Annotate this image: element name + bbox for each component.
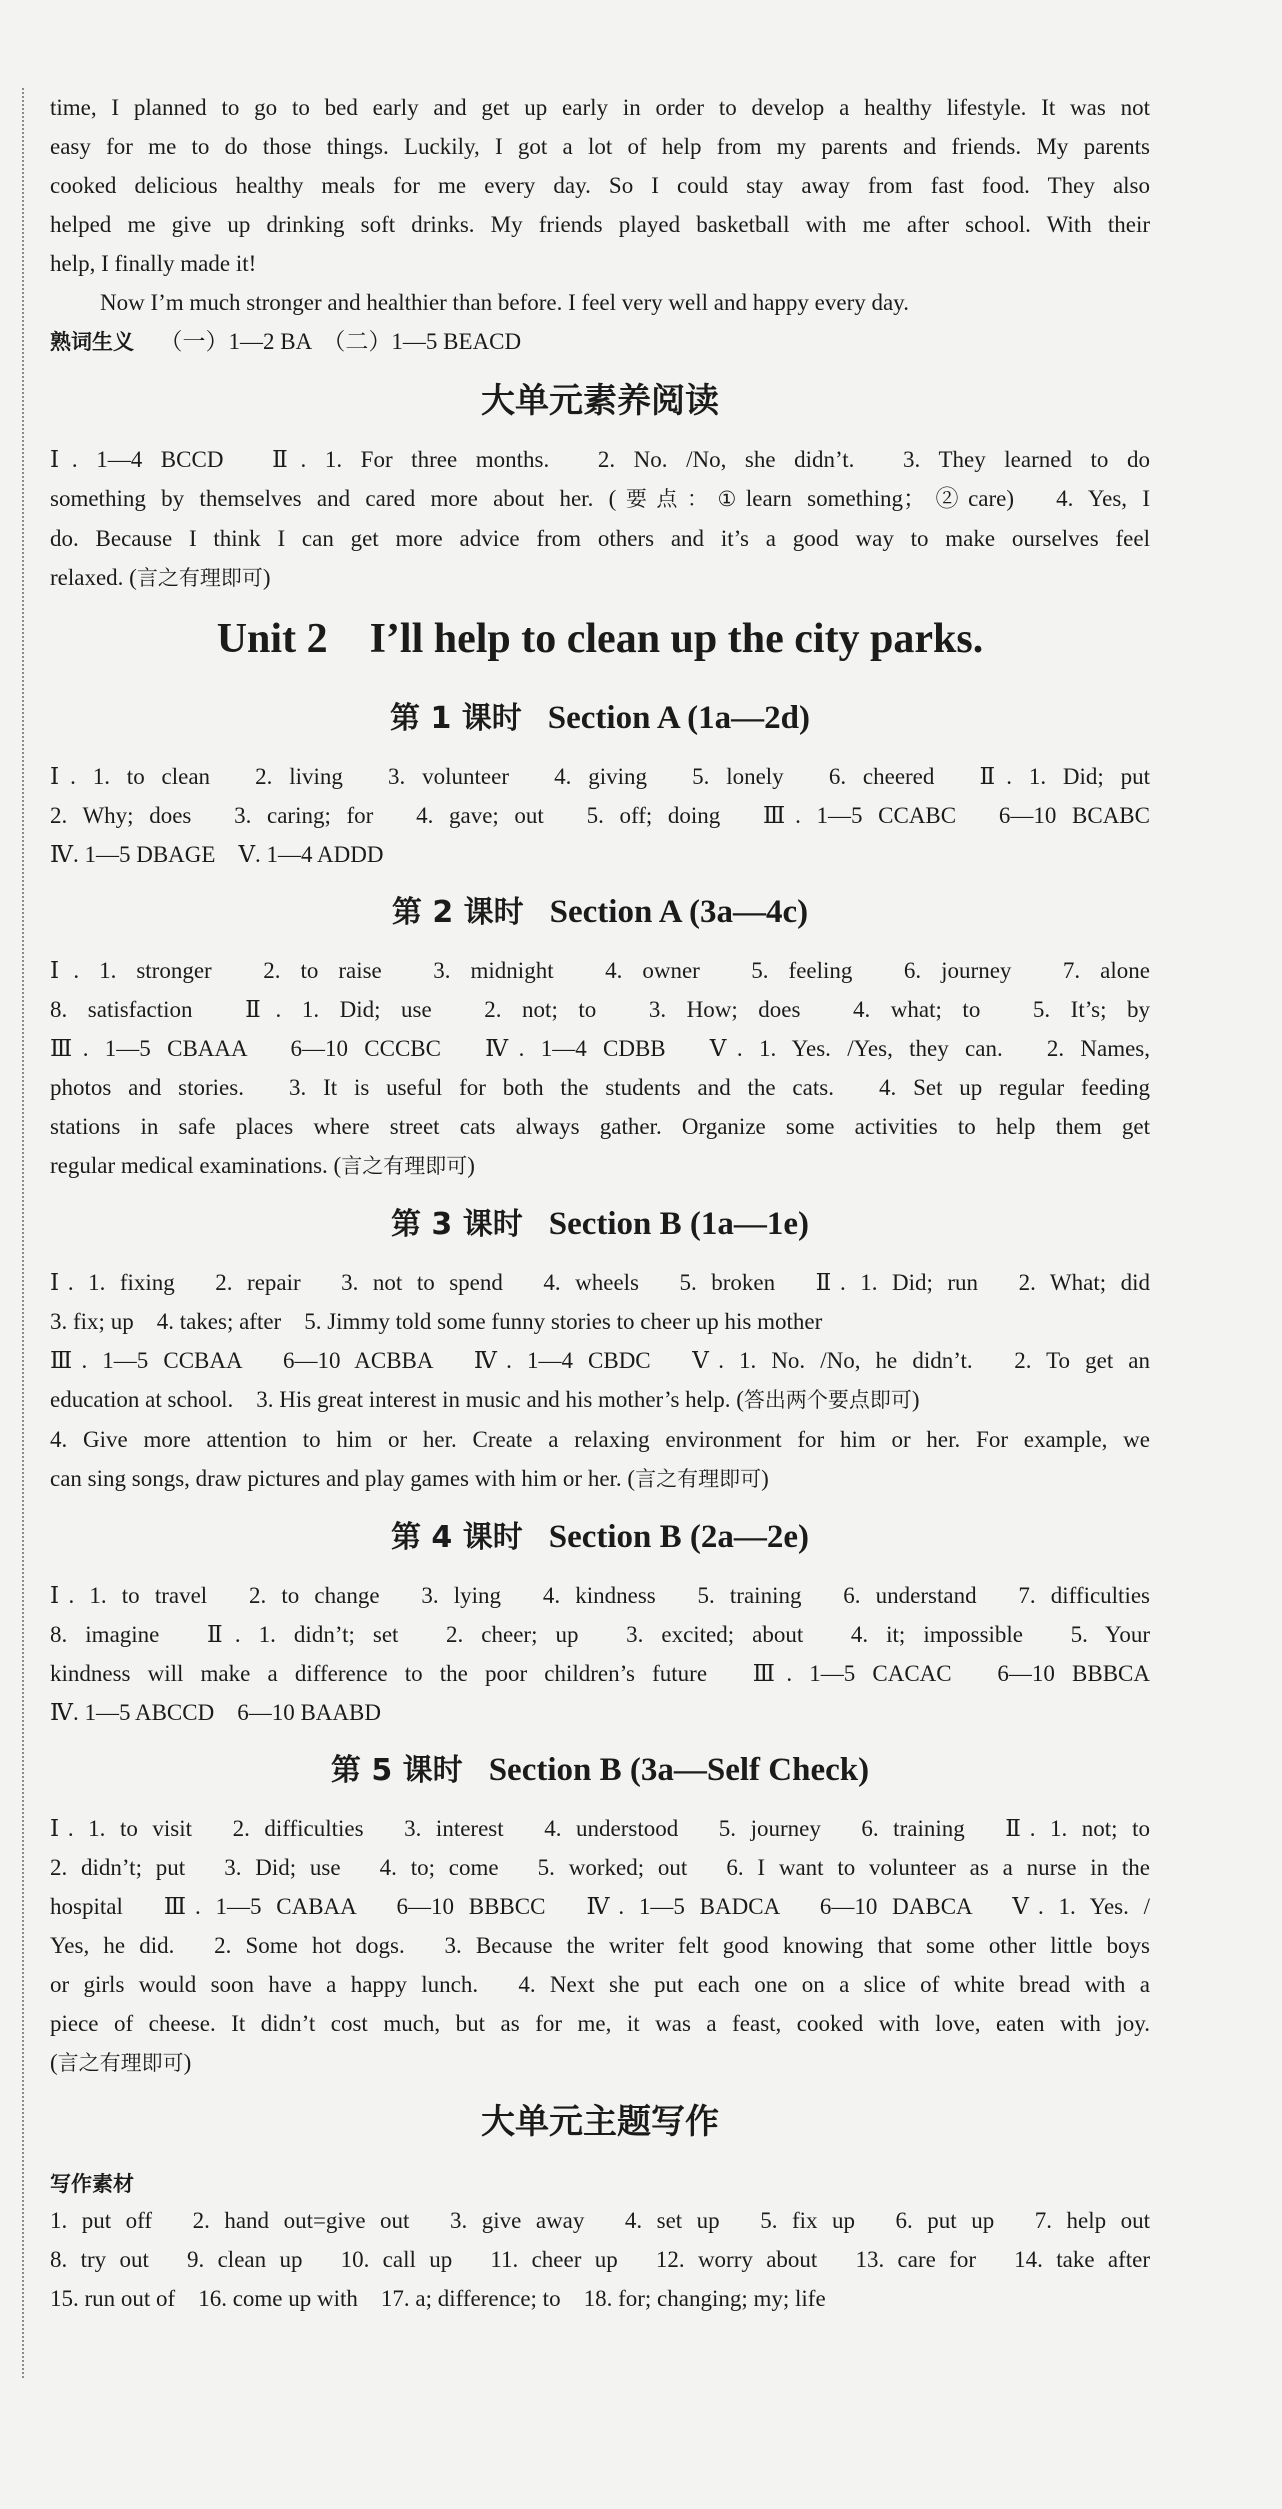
answer-line: 8. satisfaction Ⅱ. 1. Did; use 2. not; to 3. How; does 4. what; to 5. It’s; by [50,997,1150,1022]
answer-line: hospital Ⅲ. 1—5 CABAA 6—10 BBBCC Ⅳ. 1—5 BADCA 6—10 DABCA Ⅴ. 1. Yes. / [50,1894,1150,1919]
answer-line: Ⅲ. 1—5 CCBAA 6—10 ACBBA Ⅳ. 1—4 CBDC Ⅴ. 1. No. /No, he didn’t. 2. To get an [50,1348,1150,1373]
reading-answers [50,440,1150,598]
answer-line: Yes, he did. 2. Some hot dogs. 3. Because the writer felt good knowing that some other little boys [50,1933,1150,1958]
answer-line: or girls would soon have a happy lunch. 4. Next she put each one on a slice of white bread with a [50,1972,1150,1997]
binding-margin-line [22,88,24,2378]
lesson-heading: 第 3 课时 Section B (1a—1e) [390,1206,810,1242]
answer-line: Ⅳ. 1—5 ABCCD 6—10 BAABD [50,1700,381,1725]
answer-line: Ⅰ. 1—4 BCCD Ⅱ. 1. For three months. 2. No. /No, she didn’t. 3. They learned to do [50,447,1150,472]
answer-line: 2. didn’t; put 3. Did; use 4. to; come 5. worked; out 6. I want to volunteer as a nurse in the [50,1855,1150,1880]
answer-line: something by themselves and cared more about her. (要点：①learn something；②care) 4. Yes, I [50,486,1151,511]
lesson-heading: 第 2 课时 Section A (3a—4c) [391,894,809,930]
passage-line: time, I planned to go to bed early and get up early in order to develop a healthy lifestyle. It was not [50,95,1150,120]
answer-line: Ⅰ. 1. stronger 2. to raise 3. midnight 4. owner 5. feeling 6. journey 7. alone [50,958,1150,983]
passage-line: Now I’m much stronger and healthier than before. I feel very well and happy every day. [100,290,909,315]
answer-line: 4. Give more attention to him or her. Create a relaxing environment for him or her. For example, we [50,1427,1150,1452]
answer-line: 8. imagine Ⅱ. 1. didn’t; set 2. cheer; up 3. excited; about 4. it; impossible 5. Your [50,1622,1150,1647]
answer-line: regular medical examinations. (言之有理即可) [50,1153,475,1178]
writing-answers [50,2201,1150,2318]
passage-line: help, I finally made it! [50,251,257,276]
lesson-3-answers [50,1263,1150,1499]
unit-title: Unit 2 I’ll help to clean up the city parks. [216,616,984,662]
answer-line: do. Because I think I can get more advice from others and it’s a good way to make ourselves feel [50,526,1150,551]
answer-line: 15. run out of 16. come up with 17. a; difference; to 18. for; changing; my; life [50,2286,826,2311]
answer-page [50,88,1150,2318]
answer-line: 2. Why; does 3. caring; for 4. gave; out 5. off; doing Ⅲ. 1—5 CCABC 6—10 BCABC [50,803,1150,828]
answer-line: photos and stories. 3. It is useful for both the students and the cats. 4. Set up regular feeding [50,1075,1150,1100]
answer-line: education at school. 3. His great interest in music and his mother’s help. (答出两个要点即可) [50,1387,920,1412]
answer-line: piece of cheese. It didn’t cost much, but as for me, it was a feast, cooked with love, eaten with joy. [50,2011,1150,2036]
answer-line: kindness will make a difference to the poor children’s future Ⅲ. 1—5 CACAC 6—10 BBBCA [50,1661,1150,1686]
lesson-2-answers [50,951,1150,1186]
lesson-heading: 第 4 课时 Section B (2a—2e) [390,1519,810,1555]
answer-line: 1. put off 2. hand out=give out 3. give away 4. set up 5. fix up 6. put up 7. help out [50,2208,1150,2233]
shuci-row [50,322,1150,362]
answer-line: 3. fix; up 4. takes; after 5. Jimmy told some funny stories to cheer up his mother [50,1309,823,1334]
answer-line: Ⅰ. 1. to clean 2. living 3. volunteer 4. giving 5. lonely 6. cheered Ⅱ. 1. Did; put [50,764,1150,789]
answer-line: (言之有理即可) [50,2050,192,2075]
answer-line: Ⅰ. 1. fixing 2. repair 3. not to spend 4. wheels 5. broken Ⅱ. 1. Did; run 2. What; did [50,1270,1150,1295]
lesson-heading: 第 1 课时 Section A (1a—2d) [390,700,810,736]
shuci-label: 熟词生义 [50,330,134,354]
answer-line: stations in safe places where street cats always gather. Organize some activities to help them get [50,1114,1150,1139]
answer-line: relaxed. (言之有理即可) [50,565,271,590]
shuci-answer: （一）1—2 BA （二）1—5 BEACD [159,329,522,354]
lesson-1-answers [50,757,1150,874]
answer-line: Ⅰ. 1. to visit 2. difficulties 3. interest 4. understood 5. journey 6. training Ⅱ. 1. not; to [50,1816,1150,1841]
passage-line: easy for me to do those things. Luckily, I got a lot of help from my parents and friends. My parents [50,134,1150,159]
answer-line: can sing songs, draw pictures and play games with him or her. (言之有理即可) [50,1466,769,1491]
lesson-5-answers [50,1809,1150,2083]
answer-line: Ⅰ. 1. to travel 2. to change 3. lying 4. kindness 5. training 6. understand 7. difficulties [50,1583,1150,1608]
answer-line: Ⅲ. 1—5 CBAAA 6—10 CCCBC Ⅳ. 1—4 CDBB Ⅴ. 1. Yes. /Yes, they can. 2. Names, [50,1036,1150,1061]
answer-line: 8. try out 9. clean up 10. call up 11. cheer up 12. worry about 13. care for 14. take after [50,2247,1150,2272]
writing-subheading: 写作素材 [50,2172,134,2196]
passage-line: cooked delicious healthy meals for me every day. So I could stay away from fast food. They also [50,173,1150,198]
passage-line: helped me give up drinking soft drinks. My friends played basketball with me after school. With their [50,212,1150,237]
passage [50,88,1150,322]
lesson-4-answers [50,1576,1150,1732]
writing-heading: 大单元主题写作 [481,2102,719,2142]
lesson-heading: 第 5 课时 Section B (3a—Self Check) [330,1752,870,1788]
reading-heading: 大单元素养阅读 [481,381,719,421]
answer-line: Ⅳ. 1—5 DBAGE Ⅴ. 1—4 ADDD [50,842,384,867]
